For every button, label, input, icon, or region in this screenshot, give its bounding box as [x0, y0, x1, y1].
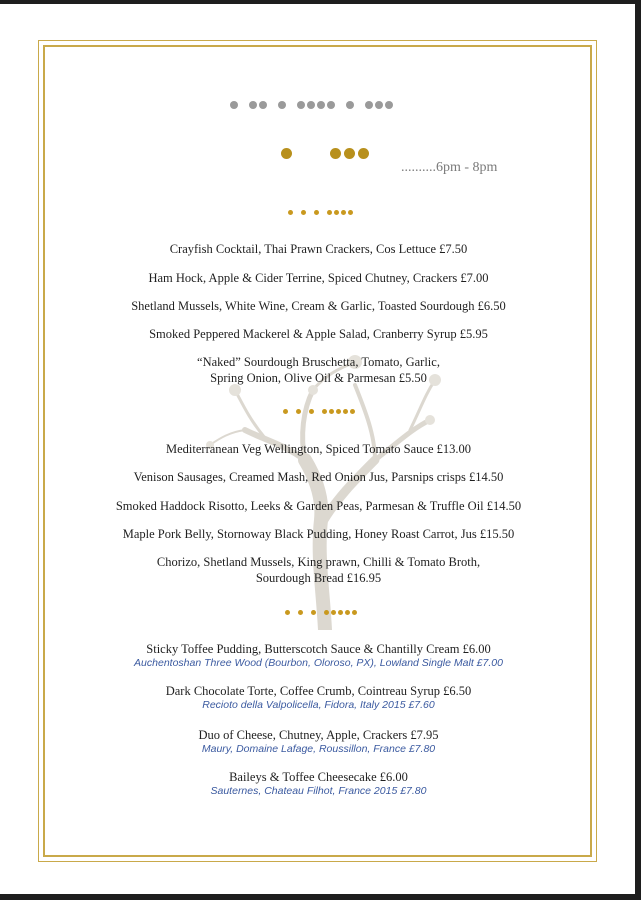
title-placeholder-dots: [230, 101, 395, 109]
page-edge-top: [0, 0, 641, 4]
menu-item: Crayfish Cocktail, Thai Prawn Crackers, Cos Lettuce £7.50: [169, 242, 468, 256]
menu-item: Venison Sausages, Creamed Mash, Red Onion Jus, Parsnips crisps £14.50: [133, 470, 504, 484]
section-divider-desserts: [285, 610, 359, 615]
service-time: ..........6pm - 8pm: [401, 160, 498, 175]
menu-item-line: “Naked” Sourdough Bruschetta, Tomato, Garlic,: [197, 355, 440, 369]
menu-item: Ham Hock, Apple & Cider Terrine, Spiced Chutney, Crackers £7.00: [148, 271, 489, 285]
wine-pairing: Sauternes, Chateau Filhot, France 2015 £7.80: [210, 785, 427, 797]
menu-item: Smoked Haddock Risotto, Leeks & Garden Peas, Parmesan & Truffle Oil £14.50: [115, 499, 522, 513]
menu-item-line: Chorizo, Shetland Mussels, King prawn, Chilli & Tomato Broth,: [156, 555, 481, 569]
section-divider-starters: [288, 210, 355, 215]
menu-item: Smoked Peppered Mackerel & Apple Salad, Cranberry Syrup £5.95: [149, 327, 488, 341]
section-divider-mains: [283, 409, 357, 414]
wine-pairing: Recioto della Valpolicella, Fidora, Italy 2015 £7.60: [202, 699, 435, 711]
page-edge-right: [635, 0, 641, 900]
menu-item: Maple Pork Belly, Stornoway Black Pudding, Honey Roast Carrot, Jus £15.50: [122, 527, 515, 541]
menu-item-line: Sourdough Bread £16.95: [255, 571, 382, 585]
dessert-item: Sticky Toffee Pudding, Butterscotch Sauce & Chantilly Cream £6.00: [146, 642, 491, 656]
wine-pairing: Maury, Domaine Lafage, Roussillon, France £7.80: [201, 743, 436, 755]
dessert-item: Duo of Cheese, Chutney, Apple, Crackers £7.95: [198, 728, 439, 742]
menu-item-line: Spring Onion, Olive Oil & Parmesan £5.50: [210, 371, 427, 385]
dessert-item: Baileys & Toffee Cheesecake £6.00: [229, 770, 408, 784]
menu-item: Mediterranean Veg Wellington, Spiced Tomato Sauce £13.00: [166, 442, 471, 456]
menu-item: Shetland Mussels, White Wine, Cream & Garlic, Toasted Sourdough £6.50: [131, 299, 506, 313]
dessert-item: Dark Chocolate Torte, Coffee Crumb, Cointreau Syrup £6.50: [165, 684, 472, 698]
heading-placeholder-dots: [281, 148, 372, 159]
tree-watermark-icon: [205, 350, 455, 630]
page-edge-bottom: [0, 894, 641, 900]
wine-pairing: Auchentoshan Three Wood (Bourbon, Oloroso, PX), Lowland Single Malt £7.00: [134, 657, 503, 669]
